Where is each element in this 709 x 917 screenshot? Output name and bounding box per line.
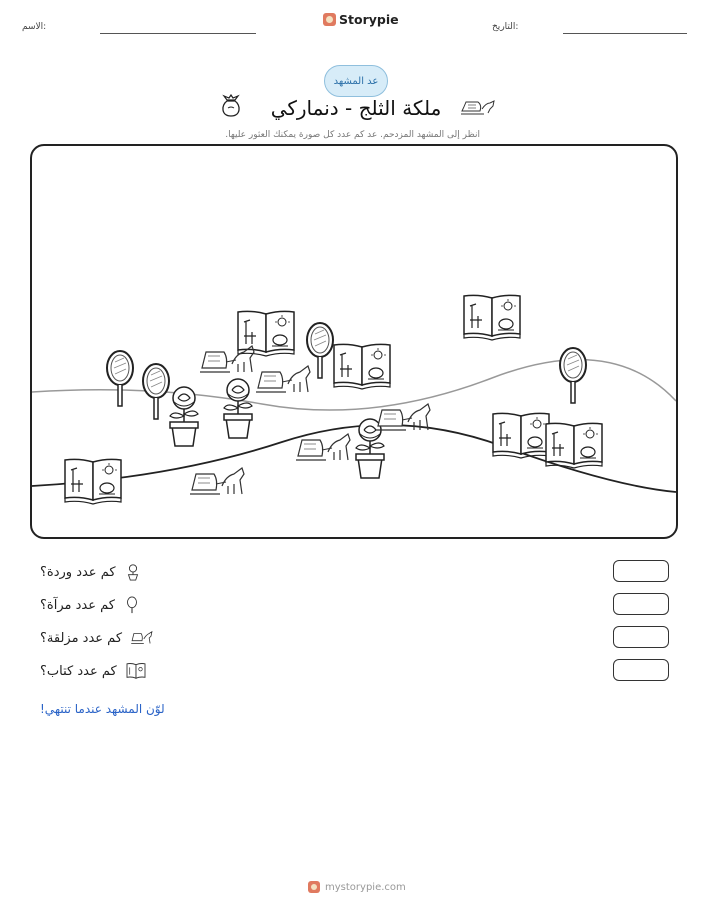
instructions-text: انظر إلى المشهد المزدحم. عد كم عدد كل صورة يمكنك العثور عليها. [225, 130, 480, 140]
sleigh-item [190, 468, 244, 494]
name-line [100, 33, 256, 34]
mirror-item [107, 351, 133, 406]
book-item [546, 423, 602, 468]
mirror-item [307, 323, 333, 378]
answer-box-sleigh[interactable] [613, 626, 669, 648]
sack-icon [220, 94, 242, 122]
storypie-footer-logo-icon [308, 881, 320, 893]
busy-scene [30, 144, 678, 539]
name-label: الاسم: [22, 22, 47, 32]
question-book-text: كم عدد كتاب؟ [40, 663, 117, 679]
book-item [493, 413, 549, 458]
mirror-item [143, 364, 169, 419]
question-mirror-text: كم عدد مرآة؟ [40, 597, 115, 613]
answer-box-book[interactable] [613, 659, 669, 681]
brand-name: Storypie [339, 12, 399, 27]
page-title: ملكة الثلج - دنماركي [270, 96, 442, 120]
question-sleigh [40, 629, 154, 647]
date-line [563, 33, 687, 34]
question-book [40, 662, 147, 680]
book-item [334, 344, 390, 389]
question-sleigh-text: كم عدد مزلقة؟ [40, 630, 123, 646]
sleigh-title-icon [460, 97, 496, 121]
sleigh-icon [130, 629, 154, 647]
brand-logo [323, 12, 399, 27]
sleigh-item [296, 434, 350, 460]
book-item [464, 295, 520, 340]
answer-box-rose[interactable] [613, 560, 669, 582]
rose-item [356, 419, 384, 478]
footer-url[interactable]: mystorypie.com [325, 881, 406, 893]
mirror-icon [123, 596, 141, 614]
storypie-logo-icon [323, 13, 336, 26]
question-mirror [40, 596, 141, 614]
activity-badge: عد المشهد [324, 65, 388, 97]
sleigh-item [200, 346, 254, 372]
footer [308, 881, 406, 893]
book-item [65, 459, 121, 504]
mirror-item [560, 348, 586, 403]
question-rose-text: كم عدد وردة؟ [40, 564, 116, 580]
book-item [238, 311, 294, 356]
rose-item [224, 379, 252, 438]
question-rose [40, 563, 142, 581]
date-label: التاريخ: [492, 22, 519, 32]
rose-icon [124, 563, 142, 581]
book-icon [125, 662, 147, 680]
rose-item [170, 387, 198, 446]
color-note: لوّن المشهد عندما تنتهي! [40, 702, 165, 716]
sleigh-item [256, 366, 310, 392]
answer-box-mirror[interactable] [613, 593, 669, 615]
